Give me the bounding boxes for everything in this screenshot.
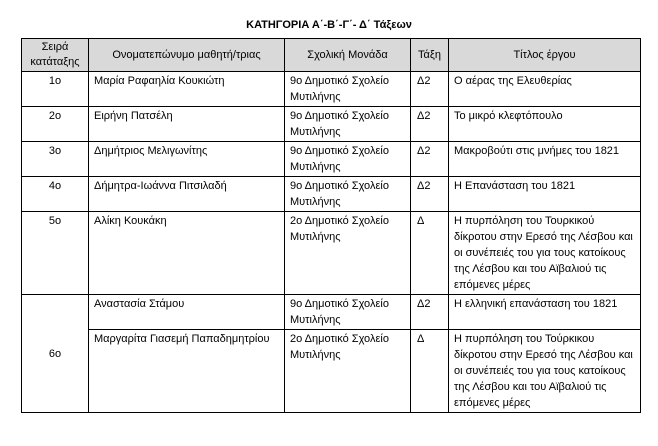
table-row	[22, 177, 641, 212]
work-cell: Η Επανάσταση του 1821	[449, 177, 641, 212]
name-cell: Δημήτριος Μελιγωνίτης	[89, 142, 285, 177]
table-row	[22, 72, 641, 107]
rank-cell: 5ο	[22, 212, 89, 295]
work-cell: Το μικρό κλεφτόπουλο	[449, 107, 641, 142]
rank-cell: 2ο	[22, 107, 89, 142]
work-cell: Ο αέρας της Ελευθερίας	[449, 72, 641, 107]
header-rank: Σειρά κατάταξης	[22, 39, 89, 72]
header-class: Τάξη	[411, 39, 449, 72]
class-cell: Δ	[411, 212, 449, 295]
table-row	[22, 107, 641, 142]
name-cell: Μαρία Ραφαηλία Κουκιώτη	[89, 72, 285, 107]
class-cell: Δ2	[411, 142, 449, 177]
school-cell: 9ο Δημοτικό Σχολείο Μυτιλήνης	[285, 72, 411, 107]
header-name: Ονοματεπώνυμο μαθητή/τριας	[89, 39, 285, 72]
school-cell: 9ο Δημοτικό Σχολείο Μυτιλήνης	[285, 107, 411, 142]
header-row	[22, 39, 641, 72]
class-cell: Δ	[411, 330, 449, 413]
header-work: Τίτλος έργου	[449, 39, 641, 72]
name-cell: Αλίκη Κουκάκη	[89, 212, 285, 295]
name-cell: Ειρήνη Πατσέλη	[89, 107, 285, 142]
rank-cell: 1ο	[22, 72, 89, 107]
table-row	[22, 295, 641, 330]
rank-cell: 6ο	[22, 295, 89, 413]
results-table	[21, 38, 641, 413]
work-cell: Η ελληνική επανάσταση του 1821	[449, 295, 641, 330]
name-cell: Αναστασία Στάμου	[89, 295, 285, 330]
name-cell: Μαργαρίτα Γιασεμή Παπαδημητρίου	[89, 330, 285, 413]
school-cell: 9ο Δημοτικό Σχολείο Μυτιλήνης	[285, 295, 411, 330]
school-cell: 2ο Δημοτικό Σχολείο Μυτιλήνης	[285, 212, 411, 295]
class-cell: Δ2	[411, 72, 449, 107]
name-cell: Δήμητρα-Ιωάννα Πιτσιλαδή	[89, 177, 285, 212]
school-cell: 9ο Δημοτικό Σχολείο Μυτιλήνης	[285, 142, 411, 177]
school-cell: 2ο Δημοτικό Σχολείο Μυτιλήνης	[285, 330, 411, 413]
table-row	[22, 212, 641, 295]
school-cell: 9ο Δημοτικό Σχολείο Μυτιλήνης	[285, 177, 411, 212]
table-row	[22, 142, 641, 177]
work-cell: Μακροβούτι στις μνήμες του 1821	[449, 142, 641, 177]
class-cell: Δ2	[411, 177, 449, 212]
rank-cell: 3ο	[22, 142, 89, 177]
page-title: ΚΑΤΗΓΟΡΙΑ Α΄-Β΄-Γ΄- Δ΄ Τάξεων	[246, 19, 412, 31]
header-school: Σχολική Μονάδα	[285, 39, 411, 72]
table-row	[22, 330, 641, 413]
work-cell: Η πυρπόληση του Τούρκικου δίκροτου στην Ερεσό της Λέσβου και οι συνέπειές του για τους κατοίκους της Λέσβου και του Αϊβαλιού τις επόμενες μέρες	[449, 330, 641, 413]
rank-cell: 4ο	[22, 177, 89, 212]
class-cell: Δ2	[411, 295, 449, 330]
work-cell: Η πυρπόληση του Τουρκικού δίκροτου στην Ερεσό της Λέσβου και οι συνέπειές του για τους κατοίκους της Λέσβου και του Αϊβαλιού τις επόμενες μέρες	[449, 212, 641, 295]
class-cell: Δ2	[411, 107, 449, 142]
